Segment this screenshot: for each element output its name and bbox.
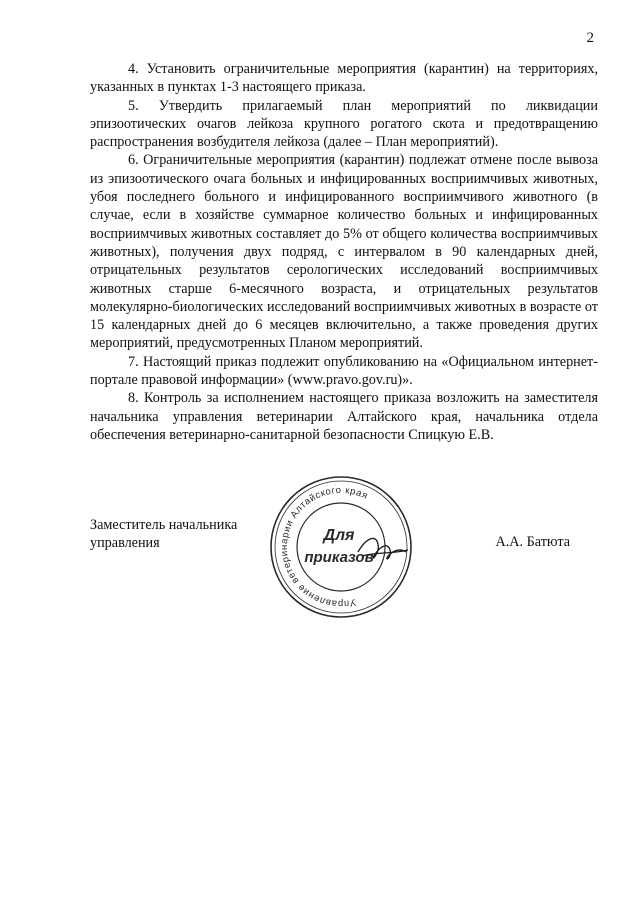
paragraph-4: 4. Установить ограничительные мероприятия (карантин) на территориях, указанных в пунктах 1-3 настоящего приказа. [90, 61, 598, 96]
signature-block [90, 484, 598, 626]
signer-title-line1: Заместитель начальника [90, 517, 238, 533]
paragraph-7: 7. Настоящий приказ подлежит опубликованию на «Официальном интернет-портале правовой информации» (www.pravo.gov.ru)». [90, 353, 598, 389]
signer-name: А.А. Батюта [495, 534, 570, 550]
stamp-ring-text: Управление ветеринарии Алтайского края [278, 484, 370, 610]
signer-title [90, 516, 237, 553]
stamp-center-line2: приказов [304, 549, 374, 566]
stamp-graphic [266, 472, 416, 622]
document-body [90, 60, 598, 444]
paragraph-8: 8. Контроль за исполнением настоящего приказа возложить на заместителя начальника управления ветеринарии Алтайского края, начальника отдела обеспечения ветеринарно-санитарной безопасности Спицкую Е.В. [90, 390, 598, 443]
signer-title-line2: управления [90, 535, 160, 552]
stamp-center-line1: Для [323, 527, 355, 544]
paragraph-6: 6. Ограничительные мероприятия (карантин) подлежат отмене после вывоза из эпизоотического очага больных и инфицированных восприимчивых животных, убоя последнего больного и инфицированного восприимчивого животного (в случае, если в хозяйстве суммарное количество больных и инфицированных восприимчивых животных составляет до 5% от общего количества восприимчивых животных), получения двух подряд, с интервалом в 90 календарных дней, отрицательных результатов серологических исследований восприимчивых животных старше 6-месячного возраста, и отрицательных результатов молекулярно-биологических исследований восприимчивых животных в возрасте от 15 календарных дней до 6 месяцев включительно, а также проведения других мероприятий, предусмотренных Планом мероприятий. [90, 152, 598, 352]
svg-text:Управление ветеринарии Алтайск [279, 485, 370, 609]
official-stamp [266, 472, 416, 622]
paragraph-5: 5. Утвердить прилагаемый план мероприятий по ликвидации эпизоотических очагов лейкоза крупного рогатого скота и предотвращению распространения возбудителя лейкоза (далее – План мероприятий). [90, 97, 598, 151]
page-number: 2 [586, 30, 594, 46]
